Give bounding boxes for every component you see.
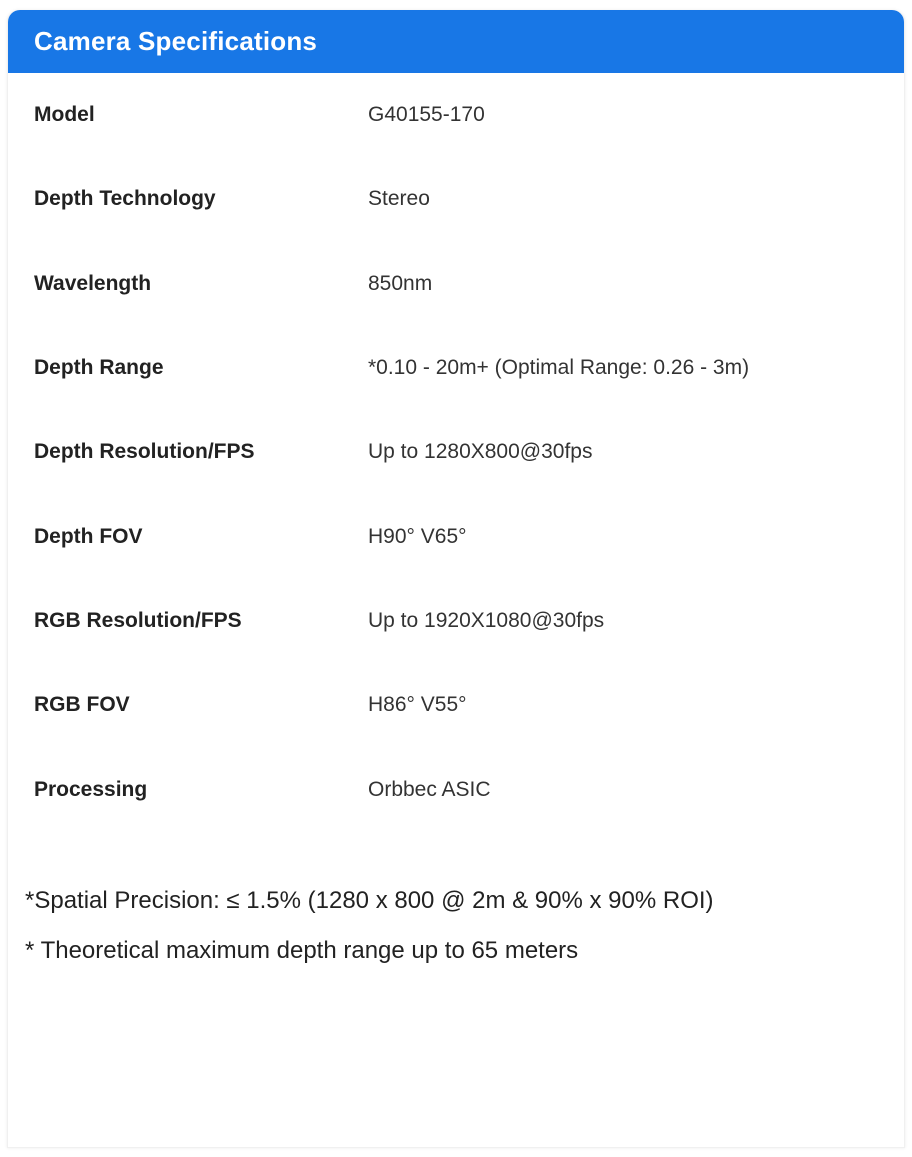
spec-label: Wavelength — [34, 271, 152, 295]
spec-value: H86° V55° — [368, 693, 467, 717]
spec-label: RGB FOV — [34, 693, 130, 717]
spec-row-depth-technology — [34, 157, 884, 241]
card-header — [8, 10, 904, 73]
spec-row-depth-range — [34, 326, 884, 410]
spec-value: Up to 1920X1080@30fps — [368, 608, 605, 632]
footnote-max-depth-range: * Theoretical maximum depth range up to 65 meters — [25, 937, 579, 964]
spec-table — [34, 73, 884, 832]
spec-label: Depth Resolution/FPS — [34, 440, 255, 464]
spec-value: H90° V65° — [368, 524, 467, 548]
spec-row-rgb-resolution — [34, 579, 884, 663]
spec-label: Processing — [34, 777, 148, 801]
spec-row-depth-fov — [34, 494, 884, 578]
footnote-spatial-precision: *Spatial Precision: ≤ 1.5% (1280 x 800 @ 2m & 90% x 90% ROI) — [25, 887, 714, 914]
spec-value: Stereo — [368, 187, 430, 211]
spec-value: Orbbec ASIC — [368, 777, 491, 801]
spec-label: Depth FOV — [34, 524, 143, 548]
spec-value: 850nm — [368, 271, 433, 295]
spec-label: Model — [34, 103, 95, 127]
spec-row-rgb-fov — [34, 663, 884, 747]
footnotes — [25, 876, 885, 976]
spec-label: Depth Technology — [34, 187, 216, 211]
spec-row-wavelength — [34, 242, 884, 326]
spec-row-depth-resolution — [34, 410, 884, 494]
spec-label: RGB Resolution/FPS — [34, 608, 242, 632]
spec-card — [7, 10, 905, 1148]
spec-row-model — [34, 73, 884, 157]
spec-value: G40155-170 — [368, 103, 485, 127]
spec-value: Up to 1280X800@30fps — [368, 440, 593, 464]
spec-value: *0.10 - 20m+ (Optimal Range: 0.26 - 3m) — [368, 356, 750, 380]
card-title: Camera Specifications — [34, 26, 318, 56]
spec-label: Depth Range — [34, 356, 164, 380]
spec-row-processing — [34, 747, 884, 831]
